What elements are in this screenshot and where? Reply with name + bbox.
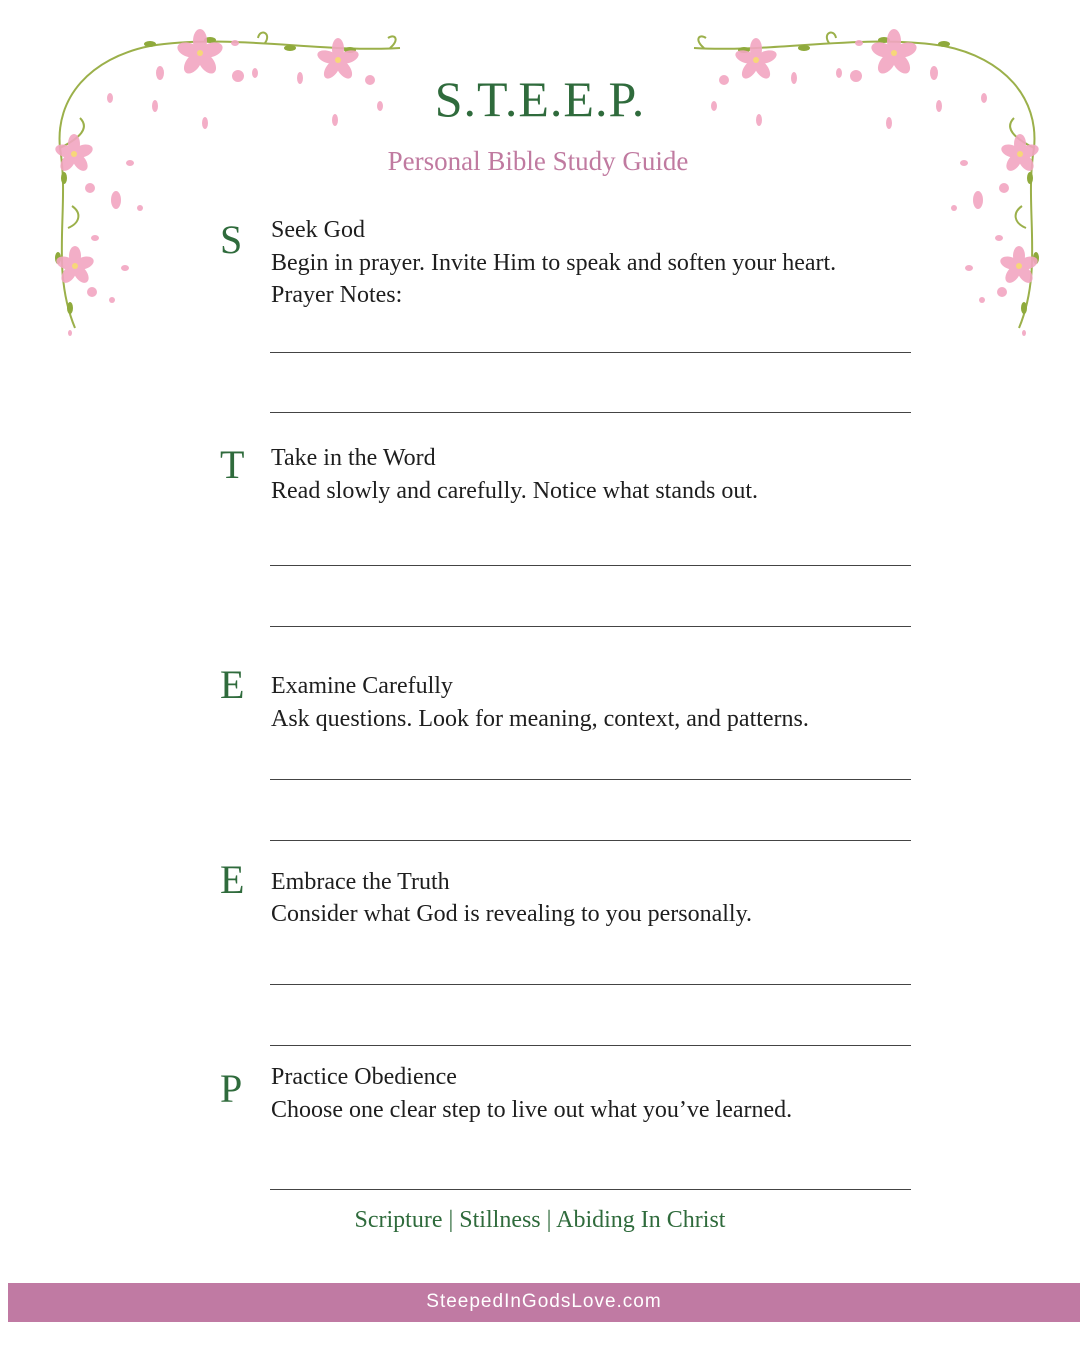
section-description: Begin in prayer. Invite Him to speak and soften your heart. <box>271 250 837 276</box>
page-subtitle: Personal Bible Study Guide <box>387 146 689 176</box>
section-description: Choose one clear step to live out what you’ve learned. <box>271 1097 793 1123</box>
writing-line[interactable] <box>270 565 911 566</box>
section-heading: Embrace the Truth <box>271 869 450 895</box>
section-heading: Take in the Word <box>271 445 436 471</box>
tagline: Scripture | Stillness | Abiding In Christ <box>354 1207 726 1233</box>
writing-line[interactable] <box>270 1189 911 1190</box>
writing-line[interactable] <box>270 352 911 353</box>
writing-line[interactable] <box>270 626 911 627</box>
section-description: Read slowly and carefully. Notice what stands out. <box>271 478 758 504</box>
section-letter: P <box>220 1066 243 1111</box>
section-description: Consider what God is revealing to you personally. <box>271 901 753 927</box>
page-title: S.T.E.E.P. <box>434 71 646 127</box>
section-letter: S <box>220 217 243 262</box>
writing-line[interactable] <box>270 779 911 780</box>
writing-line[interactable] <box>270 840 911 841</box>
writing-line[interactable] <box>270 984 911 985</box>
section-letter: E <box>220 857 245 902</box>
section-heading: Practice Obedience <box>271 1064 457 1090</box>
section-letter: E <box>220 662 245 707</box>
footer-website: SteepedInGodsLove.com <box>8 1283 1080 1322</box>
writing-line[interactable] <box>270 1045 911 1046</box>
prayer-notes-label: Prayer Notes: <box>271 282 403 308</box>
writing-line[interactable] <box>270 412 911 413</box>
section-description: Ask questions. Look for meaning, context, and patterns. <box>271 706 809 732</box>
section-letter: T <box>220 442 245 487</box>
section-heading: Examine Carefully <box>271 673 453 699</box>
section-heading: Seek God <box>271 217 365 243</box>
